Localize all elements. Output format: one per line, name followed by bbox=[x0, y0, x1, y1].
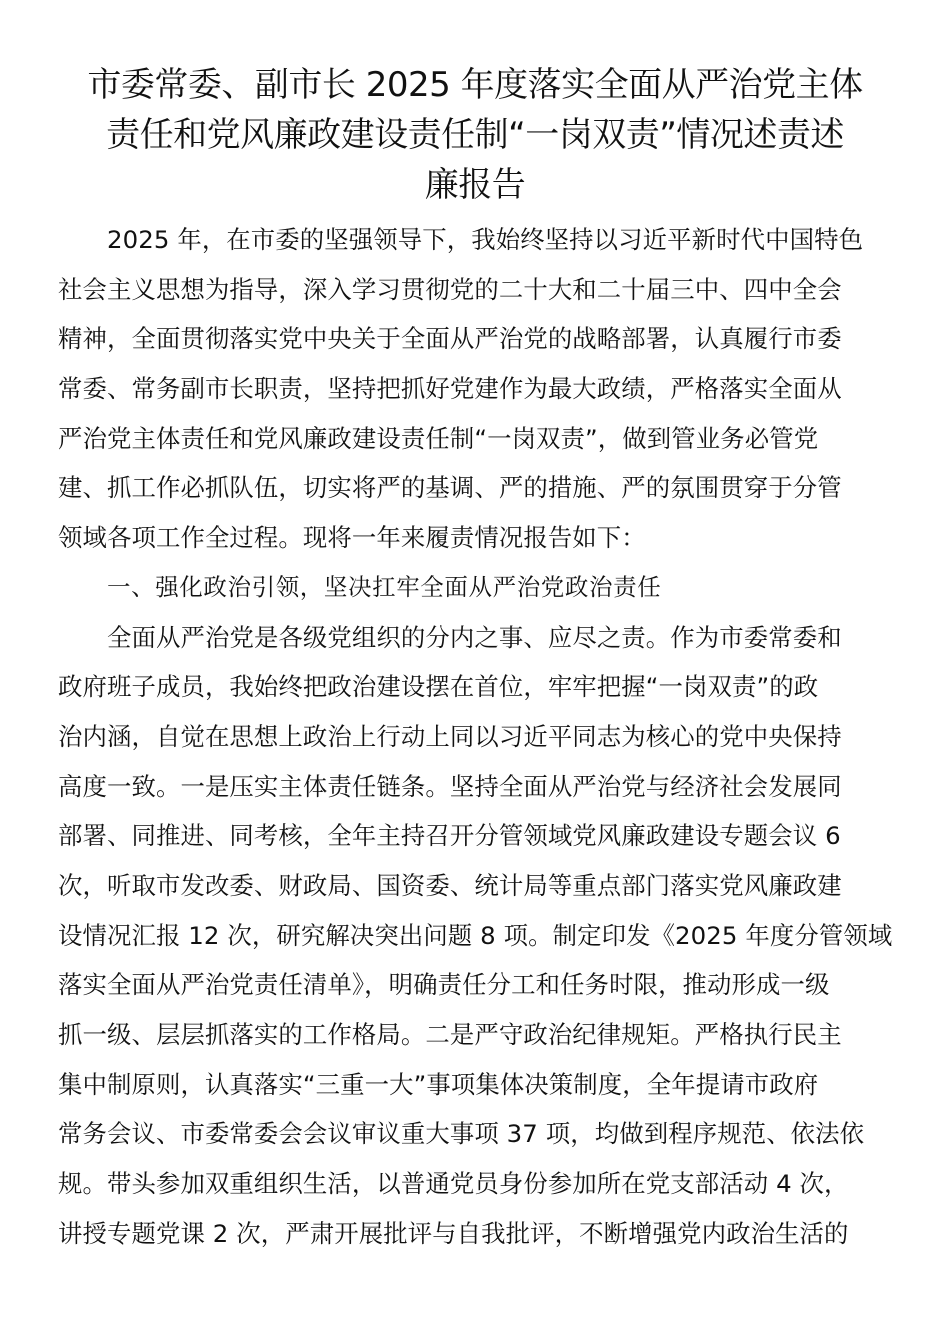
text-line: 抓一级、层层抓落实的工作格局。二是严守政治纪律规矩。严格执行民主 bbox=[58, 1020, 842, 1049]
text-line: 建、抓工作必抓队伍，切实将严的基调、严的措施、严的氛围贯穿于分管 bbox=[58, 473, 842, 503]
text-line: 讲授专题党课 2 次，严肃开展批评与自我批评，不断增强党内政治生活的 bbox=[58, 1218, 849, 1248]
text-line: 2025 年，在市委的坚强领导下，我始终坚持以习近平新时代中国特色 bbox=[107, 225, 864, 254]
title-line: 廉报告 bbox=[424, 165, 526, 205]
text-line: 高度一致。一是压实主体责任链条。坚持全面从严治党与经济社会发展同 bbox=[58, 771, 842, 801]
text-line: 全面从严治党是各级党组织的分内之事、应尽之责。作为市委常委和 bbox=[107, 622, 842, 652]
paragraph-intro bbox=[58, 215, 892, 563]
document-body bbox=[58, 215, 892, 1258]
text-line: 领域各项工作全过程。现将一年来履责情况报告如下： bbox=[58, 523, 646, 553]
text-line: 严治党主体责任和党风廉政建设责任制“一岗双责”，做到管业务必管党 bbox=[58, 423, 819, 453]
paragraph-section-1 bbox=[58, 613, 892, 1259]
text-line: 设情况汇报 12 次，研究解决突出问题 8 项。制定印发《2025 年度分管领域 bbox=[58, 920, 893, 950]
text-line: 常委、常务副市长职责，坚持把抓好党建作为最大政绩，严格落实全面从 bbox=[58, 374, 842, 404]
title-line: 责任和党风廉政建设责任制“一岗双责”情况述责述 bbox=[106, 115, 844, 155]
text-line: 政府班子成员，我始终把政治建设摆在首位，牢牢把握“一岗双责”的政 bbox=[58, 672, 819, 702]
section-heading-1 bbox=[58, 563, 892, 613]
text-line: 常务会议、市委常委会会议审议重大事项 37 项，均做到程序规范、依法依 bbox=[58, 1119, 865, 1149]
text-line: 精神，全面贯彻落实党中央关于全面从严治党的战略部署，认真履行市委 bbox=[58, 324, 842, 354]
text-line: 部署、同推进、同考核，全年主持召开分管领域党风廉政建设专题会议 6 bbox=[58, 821, 841, 851]
text-line: 集中制原则，认真落实“三重一大”事项集体决策制度，全年提请市政府 bbox=[58, 1069, 819, 1099]
text-line: 社会主义思想为指导，深入学习贯彻党的二十大和二十届三中、四中全会 bbox=[58, 274, 842, 304]
text-line: 次，听取市发改委、财政局、国资委、统计局等重点部门落实党风廉政建 bbox=[58, 870, 842, 900]
text-line: 治内涵，自觉在思想上政治上行动上同以习近平同志为核心的党中央保持 bbox=[58, 721, 842, 751]
document-title bbox=[58, 60, 892, 210]
text-line: 落实全面从严治党责任清单》，明确责任分工和任务时限，推动形成一级 bbox=[58, 970, 830, 1000]
text-line: 规。带头参加双重组织生活，以普通党员身份参加所在党支部活动 4 次， bbox=[58, 1169, 849, 1199]
section-heading: 一、强化政治引领，坚决扛牢全面从严治党政治责任 bbox=[107, 572, 662, 601]
title-line: 市委常委、副市长 2025 年度落实全面从严治党主体 bbox=[87, 65, 863, 105]
